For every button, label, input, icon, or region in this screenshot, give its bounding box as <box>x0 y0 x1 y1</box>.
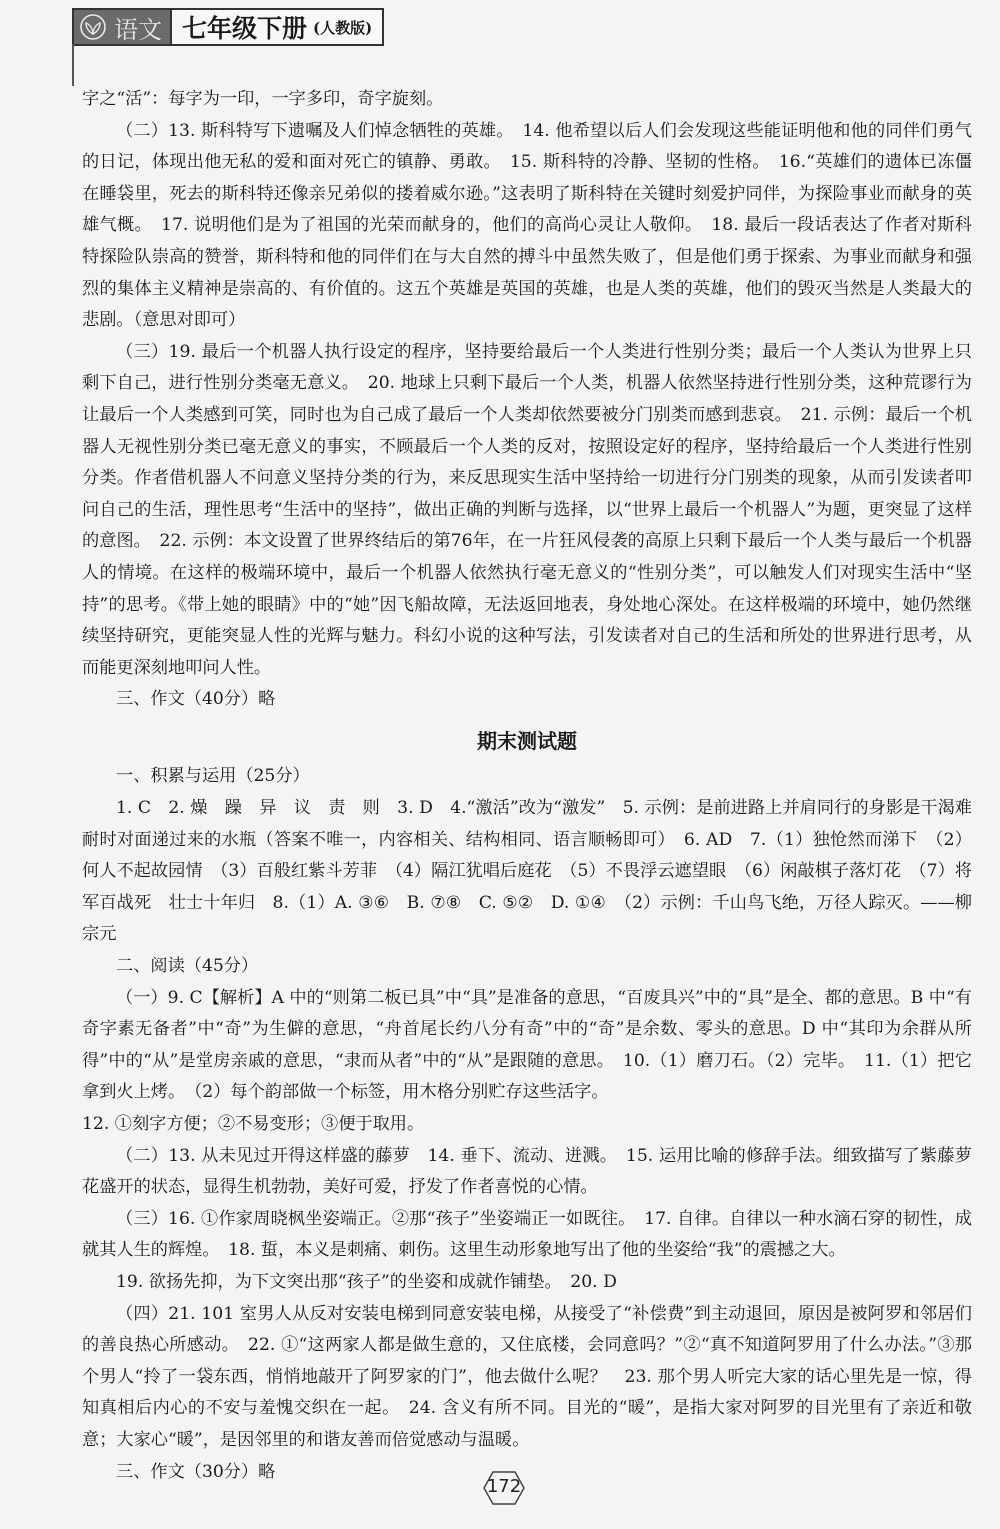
grade-label: 七年级下册 <box>182 14 308 43</box>
section-heading: 一、积累与运用（25分） <box>116 766 310 787</box>
paragraph: 1. C 2. 燥 躁 异 议 责 则 3. D 4.“激活”改为“激发” 5. 示例：是前进路上并肩同行的身影是干渴难耐时对面递过来的水瓶（答案不唯一，内容相关、结构相同、语言顺畅即可） 6. AD 7.（1）独怆然而涕下 （2）何人不起故园情 （3）百般红紫斗芳菲 （4）隔江犹唱后庭花 （5）不畏浮云遮望眼 （6）闲敲棋子落灯花 （7）将军百战死 壮士十年归 8.（1）A. ③⑥ B. ⑦⑧ C. ⑤② D. ①④ （2）示例：千山鸟飞绝，万径人踪灭。——柳宗元 <box>82 798 972 945</box>
paragraph: （三）19. 最后一个机器人执行设定的程序，坚持要给最后一个人类进行性别分类；最后一个人类认为世界上只剩下自己，进行性别分类毫无意义。 20. 地球上只剩下最后一个人类，机器人依然坚持进行性别分类，这种荒谬行为让最后一个人类感到可笑，同时也为自己成了最后一个人类却依然要被分门别类而感到悲哀。 21. 示例：最后一个机器人无视性别分类已毫无意义的事实，不顾最后一个人类的反对，按照设定好的程序，坚持给最后一个人类进行性别分类。作者借机器人不问意义坚持分类的行为，来反思现实生活中坚持给一切进行分门别类的现象，从而引发读者叩问自己的生活，理性思考“生活中的坚持”，做出正确的判断与选择，以“世界上最后一个机器人”为题，更突显了这样的意图。 22. 示例：本文设置了世界终结后的第76年，在一片狂风侵袭的高原上只剩下最后一个人类与最后一个机器人的情境。在这样的极端环境中，最后一个机器人依然执行毫无意义的“性别分类”，可以触发人们对现实生活中“坚持”的思考。《带上她的眼睛》中的“她”因飞船故障，无法返回地表，身处地心深处。在这样极端的环境中，她仍然继续坚持研究，更能突显人性的光辉与魅力。科幻小说的这种写法，引发读者对自己的生活和所处的世界进行思考，从而能更深刻地叩问人性。 <box>82 341 972 678</box>
header-corner-rule <box>72 44 74 86</box>
paragraph: （二）13. 斯科特写下遗嘱及人们悼念牺牲的英雄。 14. 他希望以后人们会发现这些能证明他和他的同伴们勇气的日记，体现出他无私的爱和面对死亡的镇静、勇敢。 15. 斯科特的冷静、坚韧的性格。 16.“英雄们的遗体已冻僵在睡袋里，死去的斯科特还像亲兄弟似的搂着威尔逊。”这表明了斯科特在关键时刻爱护同伴，为探险事业而献身的英雄气概。 17. 说明他们是为了祖国的光荣而献身的，他们的高尚心灵让人敬仰。 18. 最后一段话表达了作者对斯科特探险队崇高的赞誉，斯科特和他的同伴们在与大自然的搏斗中虽然失败了，但是他们勇于探索、为事业而献身和强烈的集体主义精神是崇高的、有价值的。这五个英雄是英国的英雄，也是人类的英雄，他们的毁灭当然是人类最大的悲剧。（意思对即可） <box>82 120 972 331</box>
paragraph: （一）9. C【解析】A 中的“则第二板已具”中“具”是准备的意思，“百废具兴”中的“具”是全、都的意思。B 中“有奇字素无备者”中“奇”为生僻的意思，“舟首尾长约八分有奇”中的“奇”是余数、零头的意思。D 中“其印为余群从所得”中的“从”是堂房亲戚的意思，“隶而从者”中的“从”是跟随的意思。 10.（1）磨刀石。（2）完毕。 11.（1）把它拿到火上烤。 （2）每个韵部做一个标签，用木格分别贮存这些活字。 <box>82 987 972 1103</box>
section-heading: 三、作文（40分）略 <box>116 689 276 710</box>
subject-badge <box>72 8 172 46</box>
subject-label: 语文 <box>114 15 162 44</box>
paragraph: 字之“活”：每字为一印，一字多印，奇字旋刻。 <box>82 89 444 109</box>
paragraph: （二）13. 从未见过开得这样盛的藤萝 14. 垂下、流动、迸溅。 15. 运用比喻的修辞手法。细致描写了紫藤萝花盛开的状态，显得生机勃勃，美好可爱，抒发了作者喜悦的心情。 <box>82 1145 972 1198</box>
paragraph: （三）16. ①作家周晓枫坐姿端正。②那“孩子”坐姿端正一如既往。 17. 自律。自律以一种水滴石穿的韧性，成就其人生的辉煌。 18. 蜇，本义是刺痛、刺伤。这里生动形象地写出了他的坐姿给“我”的震撼之大。 <box>82 1208 972 1261</box>
paragraph: 19. 欲扬先抑，为下文突出那“孩子”的坐姿和成就作铺垫。 20. D <box>116 1271 617 1292</box>
edition-label: (人教版) <box>313 18 373 37</box>
page-number-label: 172 <box>486 1476 522 1497</box>
answer-content <box>82 84 972 1488</box>
exam-title: 期末测试题 <box>477 728 577 753</box>
section-heading: 三、作文（30分）略 <box>116 1461 276 1482</box>
leaf-icon <box>80 14 106 40</box>
paragraph: 12. ①刻字方便；②不易变形；③便于取用。 <box>82 1114 425 1134</box>
section-heading: 二、阅读（45分） <box>116 956 259 977</box>
paragraph: （四）21. 101 室男人从反对安装电梯到同意安装电梯，从接受了“补偿费”到主动退回，原因是被阿罗和邻居们的善良热心所感动。 22. ①“这两家人都是做生意的，又住底楼，会同意吗？”②“真不知道阿罗用了什么办法。”③那个男人“拎了一袋东西，悄悄地敲开了阿罗家的门”，他去做什么呢？ 23. 那个男人听完大家的话心里先是一惊，得知真相后内心的不安与羞愧交织在一起。 24. 含义有所不同。目光的“暖”，是指大家对阿罗的目光里有了亲近和敬意；大家心“暖”，是因邻里的和谐友善而倍觉感动与温暖。 <box>82 1303 972 1450</box>
page-number <box>482 1470 526 1506</box>
grade-badge <box>172 8 384 46</box>
page-header <box>72 8 384 46</box>
